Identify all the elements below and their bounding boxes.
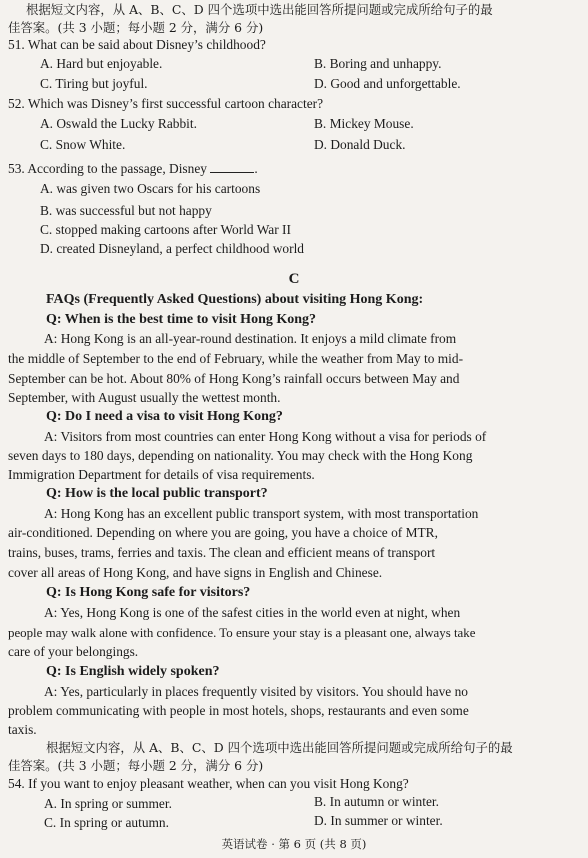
faq-answer-3-line-3: trains, buses, trams, ferries and taxis. The clean and efficient means of transport (8, 545, 436, 560)
faq-answer-4-line-1: A: Yes, Hong Kong is one of the safest cities in the world even at night, when (44, 605, 461, 620)
question-54-option-b: B. In autumn or winter. (314, 794, 439, 809)
question-53-stem (8, 160, 258, 177)
question-52-stem: 52. Which was Disney’s first successful cartoon character? (8, 96, 324, 111)
instructions-2-line-2: 佳答案。(共 3 小题；每小题 2 分，满分 6 分) (8, 758, 264, 773)
faq-answer-3-line-4: cover all areas of Hong Kong, and have signs in English and Chinese. (8, 565, 383, 580)
faq-question-1: Q: When is the best time to visit Hong Kong? (46, 312, 317, 327)
question-52-option-d: D. Donald Duck. (314, 137, 406, 152)
question-51-option-a: A. Hard but enjoyable. (40, 56, 163, 71)
instructions-line-2: 佳答案。(共 3 小题；每小题 2 分，满分 6 分) (8, 20, 264, 35)
question-53-option-a: A. was given two Oscars for his cartoons (40, 181, 261, 196)
instructions-2-line-1: 根据短文内容，从 A、B、C、D 四个选项中选出能回答所提问题或完成所给句子的最 (46, 740, 513, 755)
question-52-option-a: A. Oswald the Lucky Rabbit. (40, 116, 197, 131)
faq-answer-2-line-2: seven days to 180 days, depending on nationality. You may check with the Hong Kong (8, 448, 473, 463)
faq-answer-3-line-1: A: Hong Kong has an excellent public transport system, with most transportation (44, 506, 479, 521)
question-54-option-a: A. In spring or summer. (44, 796, 172, 811)
faq-question-2: Q: Do I need a visa to visit Hong Kong? (46, 409, 283, 424)
question-53-option-d: D. created Disneyland, a perfect childhood world (40, 241, 304, 256)
faq-answer-1-line-2: the middle of September to the end of February, while the weather from May to mid- (8, 351, 464, 366)
faq-answer-5-line-2: problem communicating with people in most hotels, shops, restaurants and even some (8, 703, 469, 718)
faq-answer-4-line-3: care of your belongings. (8, 644, 139, 659)
faq-question-5: Q: Is English widely spoken? (46, 664, 220, 679)
question-51-option-d: D. Good and unforgettable. (314, 76, 461, 91)
question-52-option-c: C. Snow White. (40, 137, 126, 152)
faq-answer-2-line-3: Immigration Department for details of visa requirements. (8, 467, 315, 482)
section-c-heading: C (288, 271, 300, 287)
answer-blank (210, 160, 254, 173)
faq-answer-1-line-4: September, with August usually the wettest month. (8, 390, 281, 405)
question-51-option-c: C. Tiring but joyful. (40, 76, 148, 91)
faq-question-3: Q: How is the local public transport? (46, 486, 268, 501)
question-53-stem-start: 53. According to the passage, Disney (8, 161, 207, 176)
question-51-stem: 51. What can be said about Disney’s childhood? (8, 37, 266, 52)
question-52-option-b: B. Mickey Mouse. (314, 116, 414, 131)
faq-title: FAQs (Frequently Asked Questions) about visiting Hong Kong: (46, 292, 424, 307)
question-51-option-b: B. Boring and unhappy. (314, 56, 442, 71)
question-54-stem: 54. If you want to enjoy pleasant weather, when can you visit Hong Kong? (8, 776, 409, 791)
page-footer: 英语试卷 · 第 6 页 (共 8 页) (221, 837, 367, 851)
question-53-option-b: B. was successful but not happy (40, 203, 212, 218)
faq-answer-1-line-1: A: Hong Kong is an all-year-round destination. It enjoys a mild climate from (44, 331, 457, 346)
faq-answer-5-line-3: taxis. (8, 722, 37, 737)
question-53-stem-end: . (254, 161, 258, 176)
question-54-option-c: C. In spring or autumn. (44, 815, 169, 830)
faq-answer-5-line-1: A: Yes, particularly in places frequently visited by visitors. You should have no (44, 684, 468, 699)
question-54-option-d: D. In summer or winter. (314, 813, 443, 828)
question-53-option-c: C. stopped making cartoons after World War II (40, 222, 291, 237)
faq-answer-1-line-3: September can be hot. About 80% of Hong Kong’s rainfall occurs between May and (8, 371, 460, 386)
faq-answer-4-line-2: people may walk alone with confidence. To ensure your stay is a pleasant one, always take (8, 626, 476, 640)
faq-question-4: Q: Is Hong Kong safe for visitors? (46, 585, 251, 600)
instructions-line-1: 根据短文内容，从 A、B、C、D 四个选项中选出能回答所提问题或完成所给句子的最 (26, 2, 493, 17)
faq-answer-3-line-2: air-conditioned. Depending on where you are going, you have a choice of MTR, (8, 525, 438, 540)
faq-answer-2-line-1: A: Visitors from most countries can enter Hong Kong without a visa for periods of (44, 429, 487, 444)
